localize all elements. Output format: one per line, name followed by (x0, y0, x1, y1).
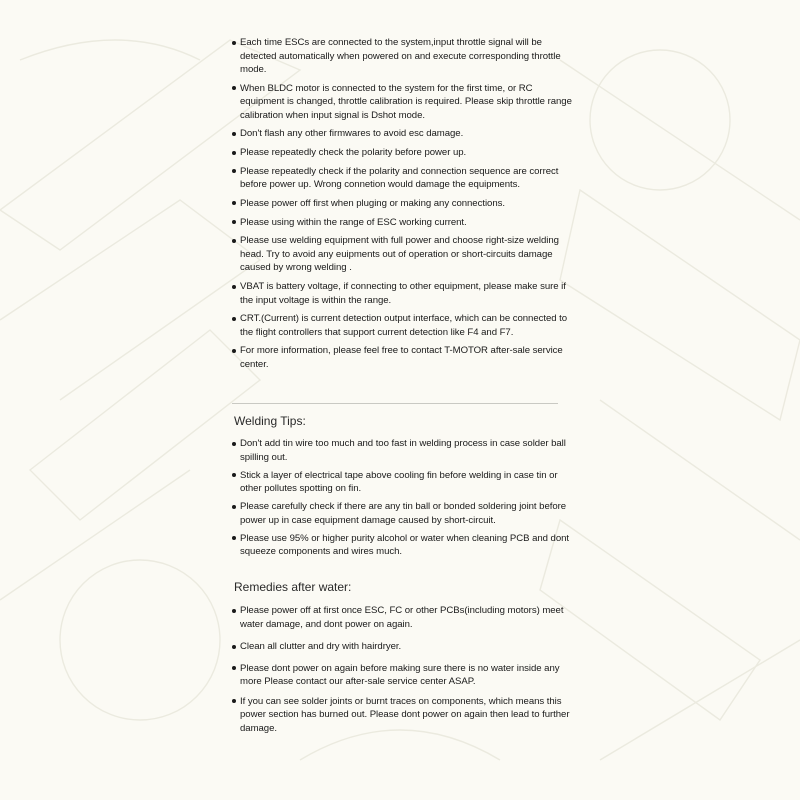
list-item: Stick a layer of electrical tape above cooling fin before welding in case tin or other pollutes spotting on fin. (232, 469, 577, 496)
list-item: Each time ESCs are connected to the system,input throttle signal will be detected automatically when powered on and execute corresponding throttle mode. (232, 36, 577, 77)
list-item: Please carefully check if there are any tin ball or bonded soldering joint before power up in case equipment damage caused by short-circuit. (232, 500, 577, 527)
list-item: Please power off first when pluging or making any connections. (232, 197, 577, 211)
list-item: If you can see solder joints or burnt traces on components, which means this power section has burned out. Please dont power on again then lead to further damage. (232, 695, 577, 736)
general-notes-list (232, 36, 577, 377)
list-item: Please use welding equipment with full power and choose right-size welding head. Try to avoid any euipments out of operation or short-circuits damage caused by wrong welding . (232, 234, 577, 275)
list-item: Clean all clutter and dry with hairdryer. (232, 640, 577, 654)
list-item: Please power off at first once ESC, FC or other PCBs(including motors) meet water damage, and dont power on again. (232, 604, 577, 631)
list-item: Please repeatedly check if the polarity and connection sequence are correct before power up. Wrong connetion would damage the equipments. (232, 165, 577, 192)
list-item: When BLDC motor is connected to the system for the first time, or RC equipment is changed, throttle calibration is required. Please skip throttle range calibration when input signal is Dshot mode. (232, 82, 577, 123)
list-item: Please using within the range of ESC working current. (232, 216, 577, 230)
list-item: Please dont power on again before making sure there is no water inside any more Please contact our after-sale service center ASAP. (232, 662, 577, 689)
list-item: Please repeatedly check the polarity before power up. (232, 146, 577, 160)
welding-tips-heading: Welding Tips: (234, 414, 306, 428)
list-item: CRT.(Current) is current detection output interface, which can be connected to the flight controllers that support current detection like F4 and F7. (232, 312, 577, 339)
section-divider (232, 403, 558, 404)
list-item: VBAT is battery voltage, if connecting to other equipment, please make sure if the input voltage is within the range. (232, 280, 577, 307)
list-item: Don't add tin wire too much and too fast in welding process in case solder ball spilling out. (232, 437, 577, 464)
list-item: Don't flash any other firmwares to avoid esc damage. (232, 127, 577, 141)
list-item: For more information, please feel free to contact T-MOTOR after-sale service center. (232, 344, 577, 371)
remedies-list (232, 604, 577, 735)
welding-tips-list (232, 437, 577, 563)
remedies-heading: Remedies after water: (234, 580, 352, 594)
list-item: Please use 95% or higher purity alcohol or water when cleaning PCB and dont squeeze components and wires much. (232, 532, 577, 559)
